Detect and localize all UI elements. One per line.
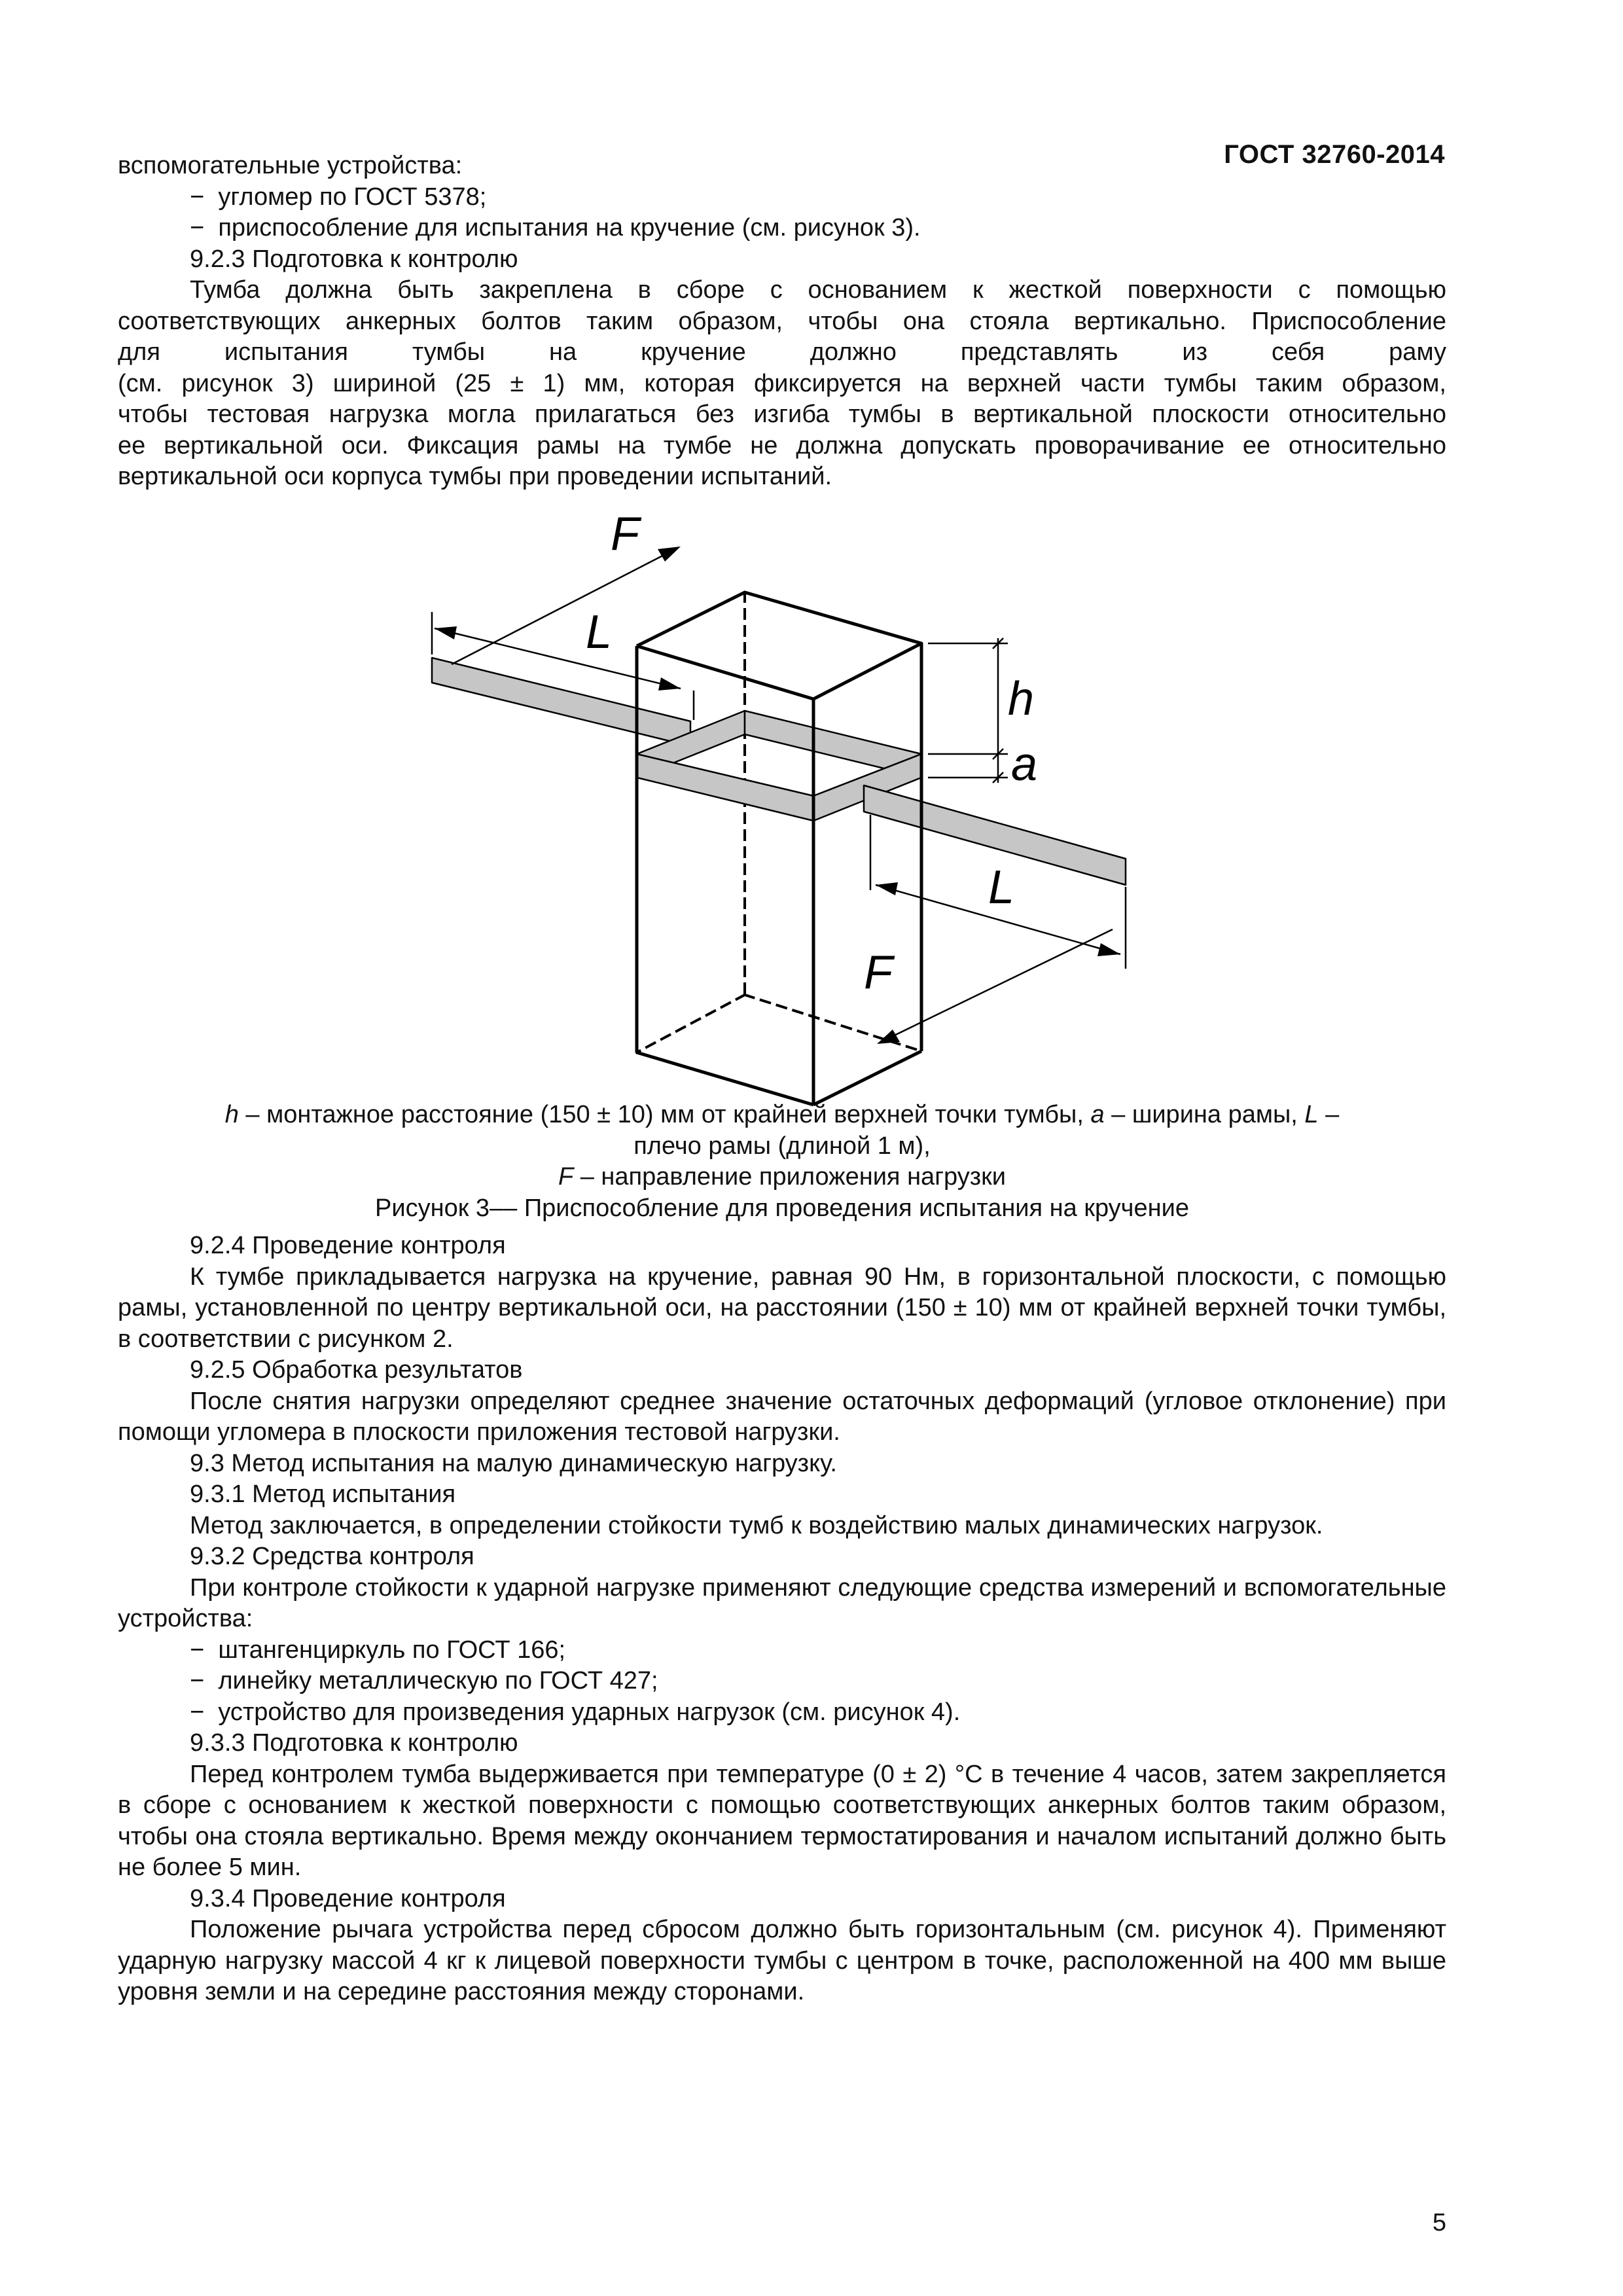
frame-left-arm (432, 658, 690, 746)
paragraph: Положение рычага устройства перед сбросом должно быть горизонтальным (см. рисунок 4). Применяют ударную нагрузку массой 4 кг к лицевой поверхности тумбы с центром в точке, расположенной на 400 мм выше уровня земли и на середине расстояния между сторонами. (118, 1916, 1446, 2005)
paragraph-line: Тумба должна быть закреплена в сборе с основанием к жесткой поверхности с помощью (190, 276, 1446, 304)
caption-legend-line: плечо рамы (длиной 1 м), (633, 1132, 931, 1160)
paragraph-line: ее вертикальной оси. Фиксация рамы на тумбе не должна допускать проворачивание ее относительно (118, 431, 1446, 459)
caption-legend-line: h – монтажное расстояние (150 ± 10) мм от крайней верхней точки тумбы, a – ширина рамы, L – (224, 1101, 1340, 1128)
section-heading: 9.3 Метод испытания на малую динамическую нагрузку. (190, 1449, 837, 1477)
paragraph: При контроле стойкости к ударной нагрузке применяют следующие средства измерений и вспомогательные устройства: (118, 1573, 1446, 1632)
bottom-text-block (118, 1230, 1446, 2008)
list-item: − линейку металлическую по ГОСТ 427; (118, 1666, 1446, 1697)
paragraph-line: вертикальной оси корпуса тумбы при проведении испытаний. (118, 463, 832, 490)
paragraph-line: (см. рисунок 3) шириной (25 ± 1) мм, которая фиксируется на верхней части тумбы таким образом, (118, 369, 1446, 397)
frame-front-left (637, 754, 813, 821)
section-heading: 9.3.4 Проведение контроля (190, 1884, 506, 1912)
section-heading: 9.3.2 Средства контроля (190, 1543, 474, 1570)
paragraph-line: соответствующих анкерных болтов таким образом, чтобы она стояла вертикально. Приспособление (118, 307, 1446, 335)
torsion-test-fixture-figure (393, 517, 1211, 1113)
page-number: 5 (1432, 2209, 1446, 2236)
arrowhead (658, 677, 681, 691)
section-heading: 9.2.3 Подготовка к контролю (190, 245, 518, 273)
section-heading: 9.2.4 Проведение контроля (190, 1232, 506, 1259)
list-item: − угломер по ГОСТ 5378; (118, 182, 1446, 213)
box-hidden-edge (745, 995, 921, 1051)
arrowhead (658, 547, 681, 562)
paragraph-line: для испытания тумбы на кручение должно представлять из себя раму (118, 338, 1446, 366)
box-hidden-edge (637, 995, 745, 1052)
arrowhead (1097, 943, 1120, 956)
top-text-block (118, 151, 1446, 493)
box-top-face (637, 592, 921, 699)
standard-header: ГОСТ 32760-2014 (1224, 140, 1445, 169)
arrowhead (435, 626, 457, 639)
paragraph: После снятия нагрузки определяют среднее значение остаточных деформаций (угловое отклонение) при помощи угломера в плоскости приложения тестовой нагрузки. (118, 1387, 1446, 1446)
section-heading: 9.2.5 Обработка результатов (190, 1356, 523, 1384)
section-heading: 9.3.3 Подготовка к контролю (190, 1729, 518, 1757)
paragraph: К тумбе прикладывается нагрузка на кручение, равная 90 Нм, в горизонтальной плоскости, с помощью рамы, установленной по центру вертикальной оси, на расстоянии (150 ± 10) мм от крайней верхней точки тумбы, в соответствии с рисунком 2. (118, 1263, 1446, 1353)
list-item: − устройство для произведения ударных нагрузок (см. рисунок 4). (118, 1697, 1446, 1729)
figure-title: Рисунок 3–– Приспособление для проведения испытания на кручение (375, 1194, 1189, 1222)
label-h: h (1008, 673, 1035, 725)
paragraph: Метод заключается, в определении стойкости тумб к воздействию малых динамических нагрузок. (190, 1511, 1323, 1539)
paragraph: Перед контролем тумба выдерживается при температуре (0 ± 2) °С в течение 4 часов, затем закрепляется в сборе с основанием к жесткой поверхности с помощью соответствующих анкерных болтов таким образом, чтобы она стояла вертикально. Время между окончанием термостатирования и началом испытаний должно быть не более 5 мин. (118, 1760, 1446, 1881)
force-arrow-bottom (883, 929, 1113, 1041)
label-a: a (1011, 738, 1038, 791)
list-item: − штангенциркуль по ГОСТ 166; (118, 1635, 1446, 1666)
label-F: F (611, 517, 639, 560)
arrowhead (876, 882, 898, 895)
section-heading: 9.3.1 Метод испытания (190, 1480, 456, 1508)
caption-legend-line: F – направление приложения нагрузки (558, 1163, 1007, 1191)
label-L: L (586, 606, 613, 658)
figure-caption (118, 1100, 1446, 1224)
box-edge (637, 1052, 813, 1105)
paragraph: вспомогательные устройства: (118, 152, 463, 179)
list-item: − приспособление для испытания на кручение (см. рисунок 3). (118, 213, 1446, 244)
paragraph-line: чтобы тестовая нагрузка могла прилагаться без изгиба тумбы в вертикальной плоскости относительно (118, 401, 1446, 428)
label-L: L (988, 861, 1015, 914)
box-edge (813, 1051, 921, 1105)
label-F: F (864, 946, 893, 999)
